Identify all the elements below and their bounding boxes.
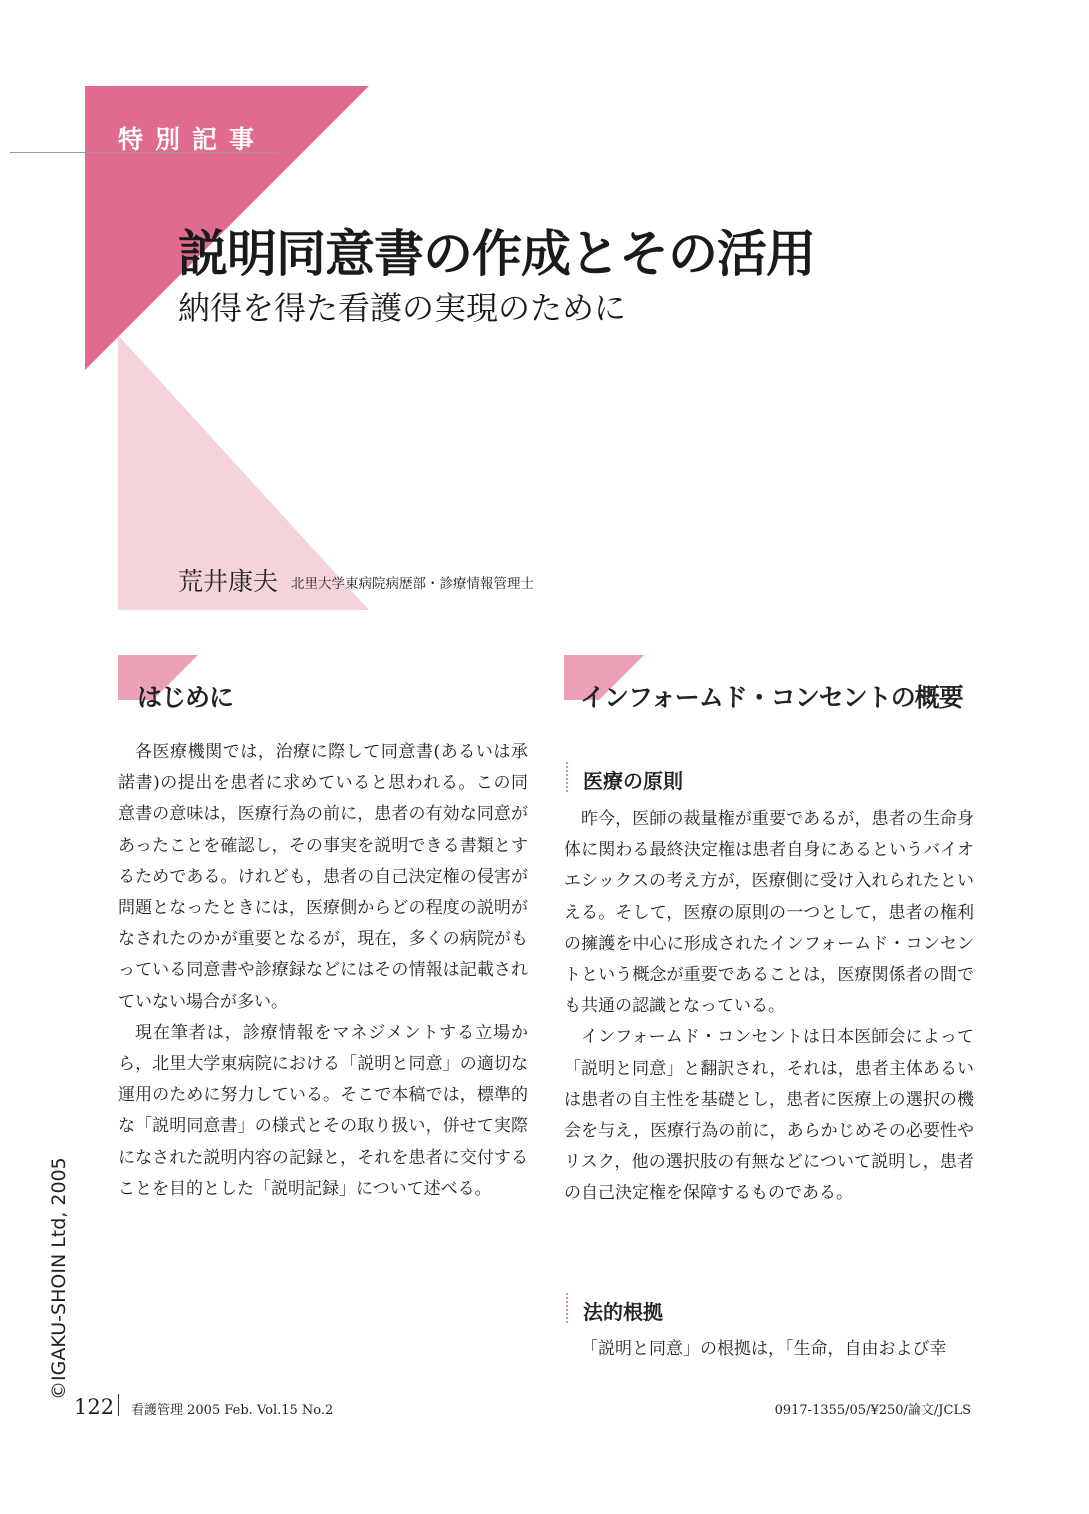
section-heading-ic-overview: インフォームド・コンセントの概要 [580,683,963,712]
copyright-notice: ©IGAKU-SHOIN Ltd, 2005 [48,1157,70,1400]
paragraph: インフォームド・コンセントは日本医師会によって「説明と同意」と翻訳され，それは，患者主体あるいは患者の自主性を基礎とし，患者に医療上の選択の機会を与え，医療行為の前に，あらかじめその必要性やリスク，他の選択肢の有無などについて説明し，患者の自己決定権を保障するものである。 [564,1027,974,1204]
category-label: 特別記事 [118,125,267,154]
author-affiliation: 北里大学東病院病歴部・診療情報管理士 [291,576,534,592]
paragraph: 各医療機関では，治療に際して同意書(あるいは承諾書)の提出を患者に求めていると思われる。この同意書の意味は，医療行為の前に，患者の有効な同意があったことを確認し，その事実を説明できる書類とするためである。けれども，患者の自己決定権の侵害が問題となったときには，医療側からどの程度の説明がなされたのかが重要となるが，現在，多くの病院がもっている同意書や診療録などにはその情報は記載されていない場合が多い。 [118,742,528,1012]
subheading-marker [566,762,568,792]
article-title: 説明同意書の作成とその活用 [178,224,815,283]
subheading-marker [566,1293,568,1323]
paragraph: 昨今，医師の裁量権が重要であるが，患者の生命身体に関わる最終決定権は患者自身にあるというバイオエシックスの考え方が，医療側に受け入れられたといえる。そして，医療の原則の一つとして，患者の権利の擁護を中心に形成されたインフォームド・コンセントという概念が重要であることは，医療関係者の間でも共通の認識となっている。 [564,809,974,1017]
article-code: 0917-1355/05/¥250/論文/JCLS [774,1403,971,1418]
paragraph: 現在筆者は，診療情報をマネジメントする立場から，北里大学東病院における「説明と同意」の適切な運用のために努力している。そこで本稿では，標準的な「説明同意書」の様式とその取り扱い，併せて実際になされた説明内容の記録と，それを患者に交付することを目的とした「説明記録」について述べる。 [118,1022,528,1199]
legal-basis-body [564,1334,974,1365]
journal-citation: 看護管理 2005 Feb. Vol.15 No.2 [131,1403,334,1418]
subheading-medical-principle: 医療の原則 [583,769,683,793]
page-number: 122 [74,1395,115,1419]
intro-body [118,737,528,1205]
medical-principle-body [564,804,974,1210]
subheading-legal-basis: 法的根拠 [583,1300,663,1324]
header-decoration [0,0,1089,700]
footer-divider [118,1394,119,1416]
author-name: 荒井康夫 [178,567,279,596]
paragraph: 「説明と同意」の根拠は，「生命，自由および幸 [581,1339,947,1359]
article-subtitle: 納得を得た看護の実現のために [178,289,627,327]
section-heading-intro: はじめに [137,683,234,712]
